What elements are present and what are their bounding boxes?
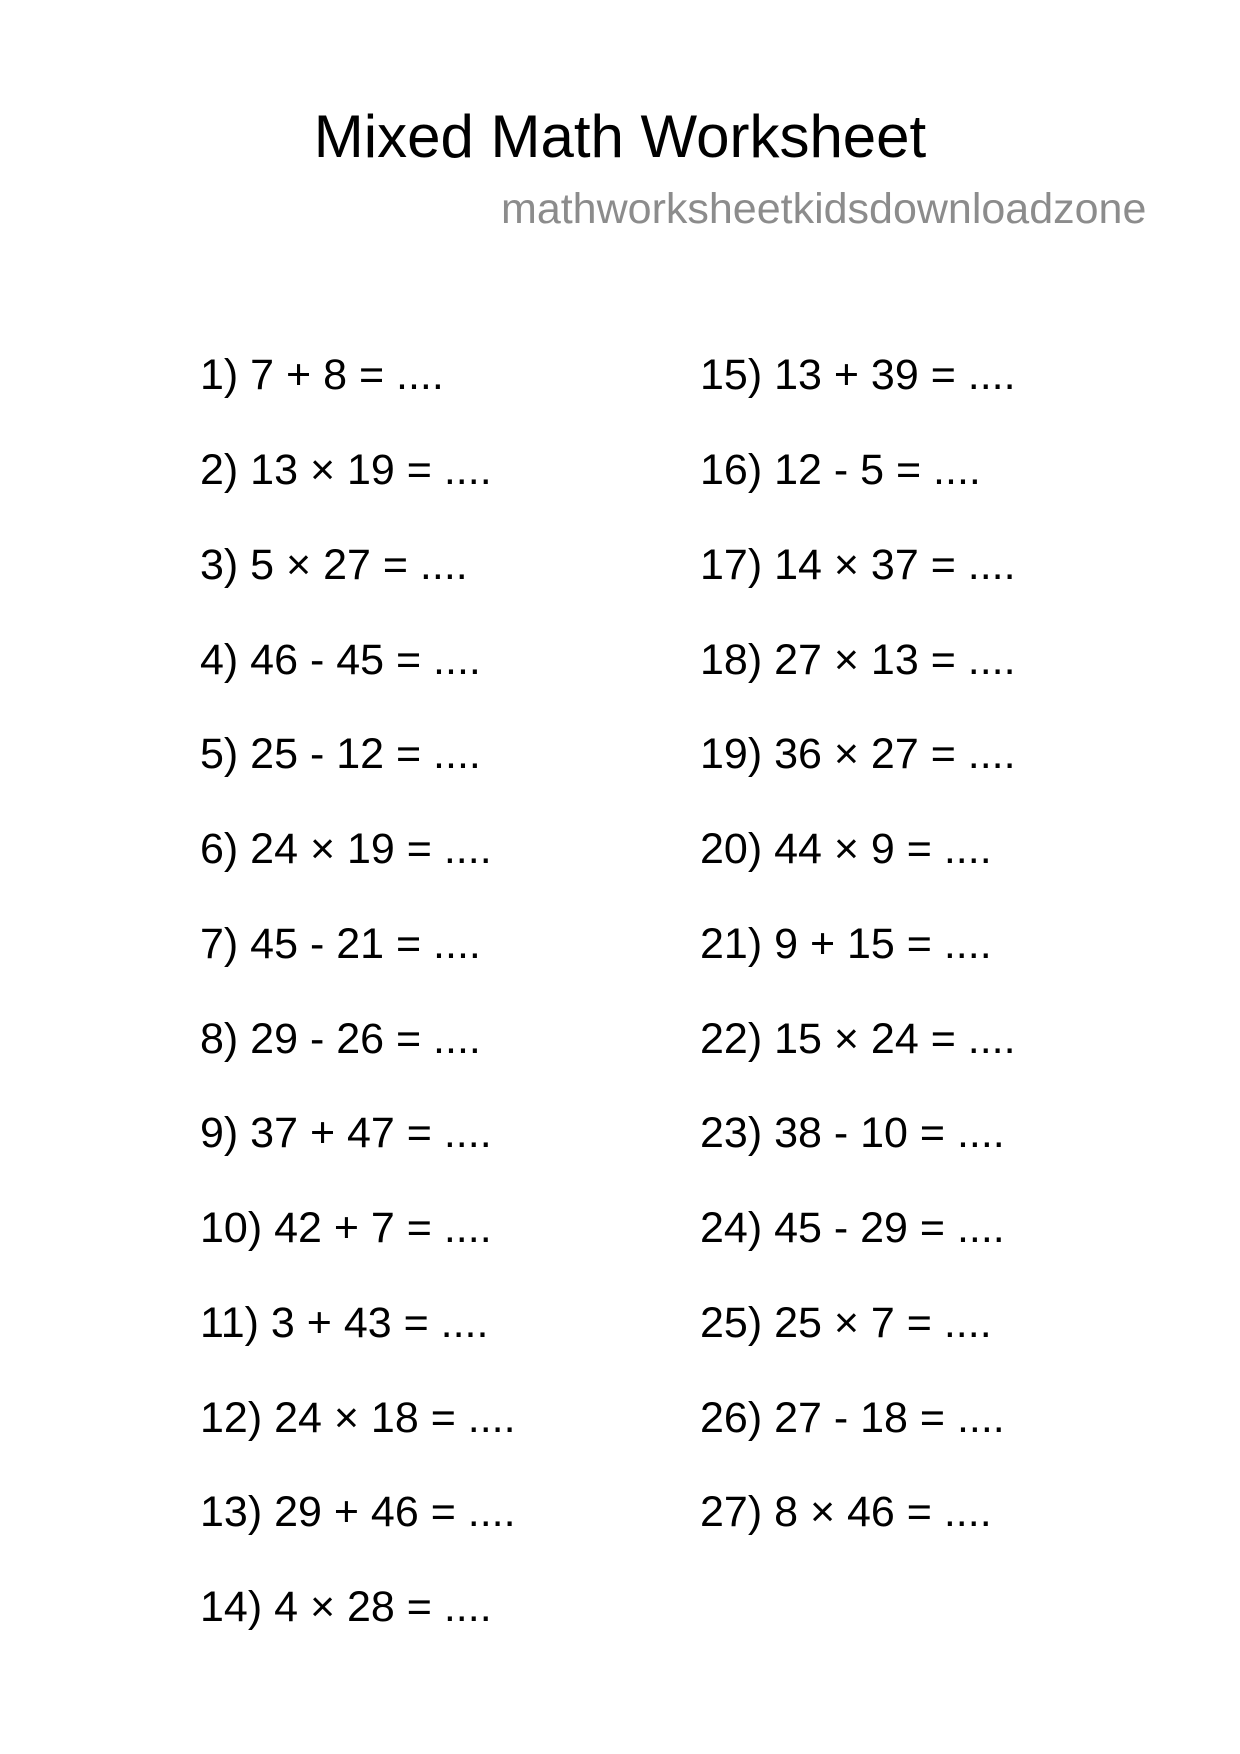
problem-item: 7) 45 - 21 = .... [200,920,481,968]
problem-item: 5) 25 - 12 = .... [200,730,481,778]
problem-item: 3) 5 × 27 = .... [200,541,468,589]
problem-item: 21) 9 + 15 = .... [700,920,992,968]
problem-item: 23) 38 - 10 = .... [700,1109,1005,1157]
problem-item: 10) 42 + 7 = .... [200,1204,492,1252]
page-title: Mixed Math Worksheet [313,103,927,170]
problem-item: 6) 24 × 19 = .... [200,825,492,873]
problem-item: 1) 7 + 8 = .... [200,351,444,399]
problem-item: 26) 27 - 18 = .... [700,1394,1005,1442]
problem-item: 25) 25 × 7 = .... [700,1299,992,1347]
problem-item: 27) 8 × 46 = .... [700,1488,992,1536]
problem-item: 2) 13 × 19 = .... [200,446,492,494]
problem-item: 17) 14 × 37 = .... [700,541,1016,589]
problem-item: 15) 13 + 39 = .... [700,351,1016,399]
problem-item: 13) 29 + 46 = .... [200,1488,516,1536]
source-label: mathworksheetkidsdownloadzone [501,185,1147,233]
problem-item: 22) 15 × 24 = .... [700,1015,1016,1063]
problem-item: 8) 29 - 26 = .... [200,1015,481,1063]
problem-item: 24) 45 - 29 = .... [700,1204,1005,1252]
problem-item: 4) 46 - 45 = .... [200,636,481,684]
problem-item: 11) 3 + 43 = .... [200,1299,489,1347]
problem-item: 19) 36 × 27 = .... [700,730,1016,778]
problem-item: 16) 12 - 5 = .... [700,446,981,494]
problem-item: 20) 44 × 9 = .... [700,825,992,873]
problem-item: 14) 4 × 28 = .... [200,1583,492,1631]
problem-item: 12) 24 × 18 = .... [200,1394,516,1442]
problem-item: 18) 27 × 13 = .... [700,636,1016,684]
problem-item: 9) 37 + 47 = .... [200,1109,492,1157]
